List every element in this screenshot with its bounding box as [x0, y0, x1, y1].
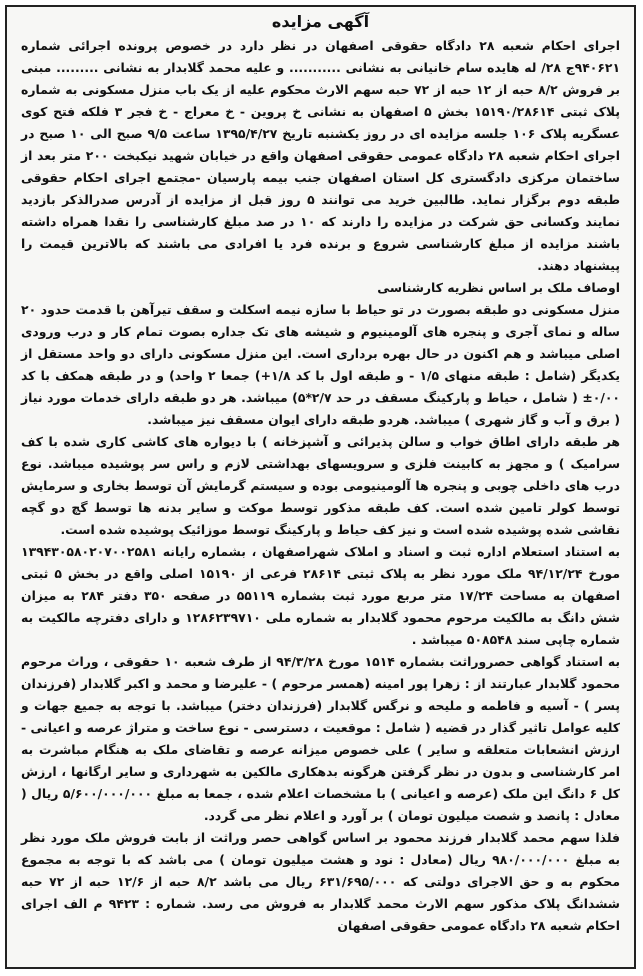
- property-description-heading: اوصاف ملک بر اساس نظریه کارشناسی: [377, 280, 620, 295]
- inheritance-valuation-paragraph: به استناد گواهی حصروراثت بشماره ۱۵۱۴ مورخ ۹۴/۳/۲۸ از طرف شعبه ۱۰ حقوقی ، وراث مرحوم محمود گلابدار عبارتند از : زهرا پور امینه (همسر مرحوم ) - علیرضا و محمد و اکبر گلابدار (فرزندان پسر ) - آسیه و فاطمه و ملیحه و نرگس گلابدار (فرزندان دختر) میباشد. با توجه به جمیع جهات و کلیه عوامل تاثیر گذار در قضیه ( شامل : موقعیت ، دسترسی - نوع ساخت و متراژ عرصه و اعیانی - ارزش انشعابات متعلقه و سایر ) علی خصوص میزانه عرصه و تقاضای ملک به هنگام مباشرت به امر کارشناسی و بدون در نظر گرفتن هرگونه بدهکاری مالکین به شهرداری و سایر ارگانها ، ارزش کل ۶ دانگ این ملک (عرصه و اعیانی ) با مشخصات اعلام شده ، جمعا به مبلغ ۵/۶۰۰/۰۰۰/۰۰۰ ریال ( معادل : پانصد و شصت میلیون تومان ) بر آورد و اعلام نظر می گردد.: [21, 654, 620, 823]
- share-sale-paragraph: فلذا سهم محمد گلابدار فرزند محمود بر اساس گواهی حصر وراثت از بابت فروش ملک مورد نظر به مبلغ ۹۸۰/۰۰۰/۰۰۰ ریال (معادل : نود و هشت میلیون تومان ) می باشد که با توجه به مجموع محکوم به و حق الاجرای دولتی که ۶۳۱/۶۹۵/۰۰۰ ریال می باشد ۸/۲ حبه از ۱۲/۶ حبه از ۷۲ حبه ششدانگ پلاک مذکور سهم الارث محمد گلابدار به فروش می رسد. شماره : ۹۴۲۳ م الف اجرای احکام شعبه ۲۸ دادگاه عمومی حقوقی اصفهان: [21, 830, 621, 933]
- property-interior-paragraph: هر طبقه دارای اطاق خواب و سالن پذیرائی و آشپزخانه ) با دیواره های کاشی کاری شده با کف سرامیک ) و مجهز به کابینت فلزی و سرویسهای بهداشتی لازم و راس سر پوشیده میباشد. نوع درب های داخلی چوبی و پنجره ها آلومینیومی بوده و سیستم گرمایش آن توسط بخاری و سرمایش توسط کولر تامین شده است. کف طبقه مذکور توسط موکت و سایر بدنه ها توسط گچ دو گچه نقاشی شده پوشیده شده است و نیز کف حیاط و پارکینگ توسط موزائیک پوشیده شده است.: [21, 434, 620, 537]
- notice-sheet: [5, 5, 636, 969]
- registry-paragraph: به استناد استعلام اداره ثبت و اسناد و املاک شهراصفهان ، بشماره رایانه ۱۳۹۴۳۰۵۸۰۲۰۷۰۰۲۵۸۱ مورخ ۹۴/۱۲/۲۴ ملک مورد نظر به پلاک ثبتی ۲۸۶۱۴ فرعی از ۱۵۱۹۰ اصلی واقع در بخش ۵ ثبتی اصفهان به مساحت ۱۷/۲۴ متر مربع مورد ثبت بشماره ۵۵۱۱۹ در صفحه ۳۵۰ دفتر ۲۸۴ به میزان شش دانگ به مالکیت مرحوم محمود گلابدار به شماره ملی ۱۲۸۶۲۳۹۷۱۰ و دارای دفترچه مالکیت به شماره چاپی سند ۵۰۸۵۴۸ میباشد .: [21, 544, 620, 647]
- notice-title: آگهی مزایده: [271, 12, 370, 31]
- property-structure-paragraph: منزل مسکونی دو طبقه بصورت در تو حیاط با سازه نیمه اسکلت و سقف تیرآهن با قدمت حدود ۲۰ ساله و نمای آجری و پنجره های آلومینیوم و شیشه های تک جداره بصوت تمام کار و درب ورودی اصلی میباشد و هم اکنون در حال بهره برداری است. این منزل مسکونی دارای دو واحد مستقل از یکدیگر (شامل : طبقه منهای ۱/۵ - و طبقه اول با کد ۱/۸+) جمعا ۲ واحد) و در طبقه همکف با کد ۰/۰۰± ( شامل ، حیاط و پارکینگ مسقف در حد ۲/۷*۵) میباشد. هر دو طبقه دارای خدمات مورد نیاز ( برق و آب و گاز شهری ) میباشد. هردو طبقه دارای ایوان مسقف نیز میباشد.: [21, 302, 620, 427]
- notice-body: [21, 35, 620, 937]
- intro-paragraph: اجرای احکام شعبه ۲۸ دادگاه حقوقی اصفهان در نظر دارد در خصوص پرونده اجرائی شماره ۹۴۰۶۲۱ج ۲۸/ له هایده سام خانیانی به نشانی ........... و علیه محمد گلابدار به نشانی ......... مبنی بر فروش ۸/۲ حبه از ۱۲ حبه از ۷۲ حبه سهم الارث محکوم علیه از یک باب منزل مسکونی به شماره پلاک ثبتی ۱۵۱۹۰/۲۸۶۱۴ بخش ۵ اصفهان به نشانی خ پروین - خ معراج - خ فجر ۳ فلکه فتح کوی عسگریه پلاک ۱۰۶ جلسه مزایده ای در روز یکشنبه تاریخ ۱۳۹۵/۴/۲۷ ساعت ۹/۵ صبح الی ۱۰ صبح در اجرای احکام شعبه ۲۸ دادگاه عمومی حقوقی اصفهان واقع در خیابان شهید نیکبخت ۲۰۰ متر بعد از ساختمان مرکزی دادگستری کل استان اصفهان جنب بیمه پارسیان -مجتمع اجرای احکام حقوقی طبقه دوم برگزار نماید. طالبین خرید می توانند ۵ روز قبل از مزایده از آدرس صدرالذکر بازدید نمایند وکسانی حق شرکت در مزایده را دارند که ۱۰ در صد مبلغ کارشناسی را نقدا همراه داشته باشند مزایده از مبلغ کارشناسی شروع و برنده فرد یا افرادی می باشند که بالاترین قیمت را پیشنهاد دهند.: [21, 38, 621, 273]
